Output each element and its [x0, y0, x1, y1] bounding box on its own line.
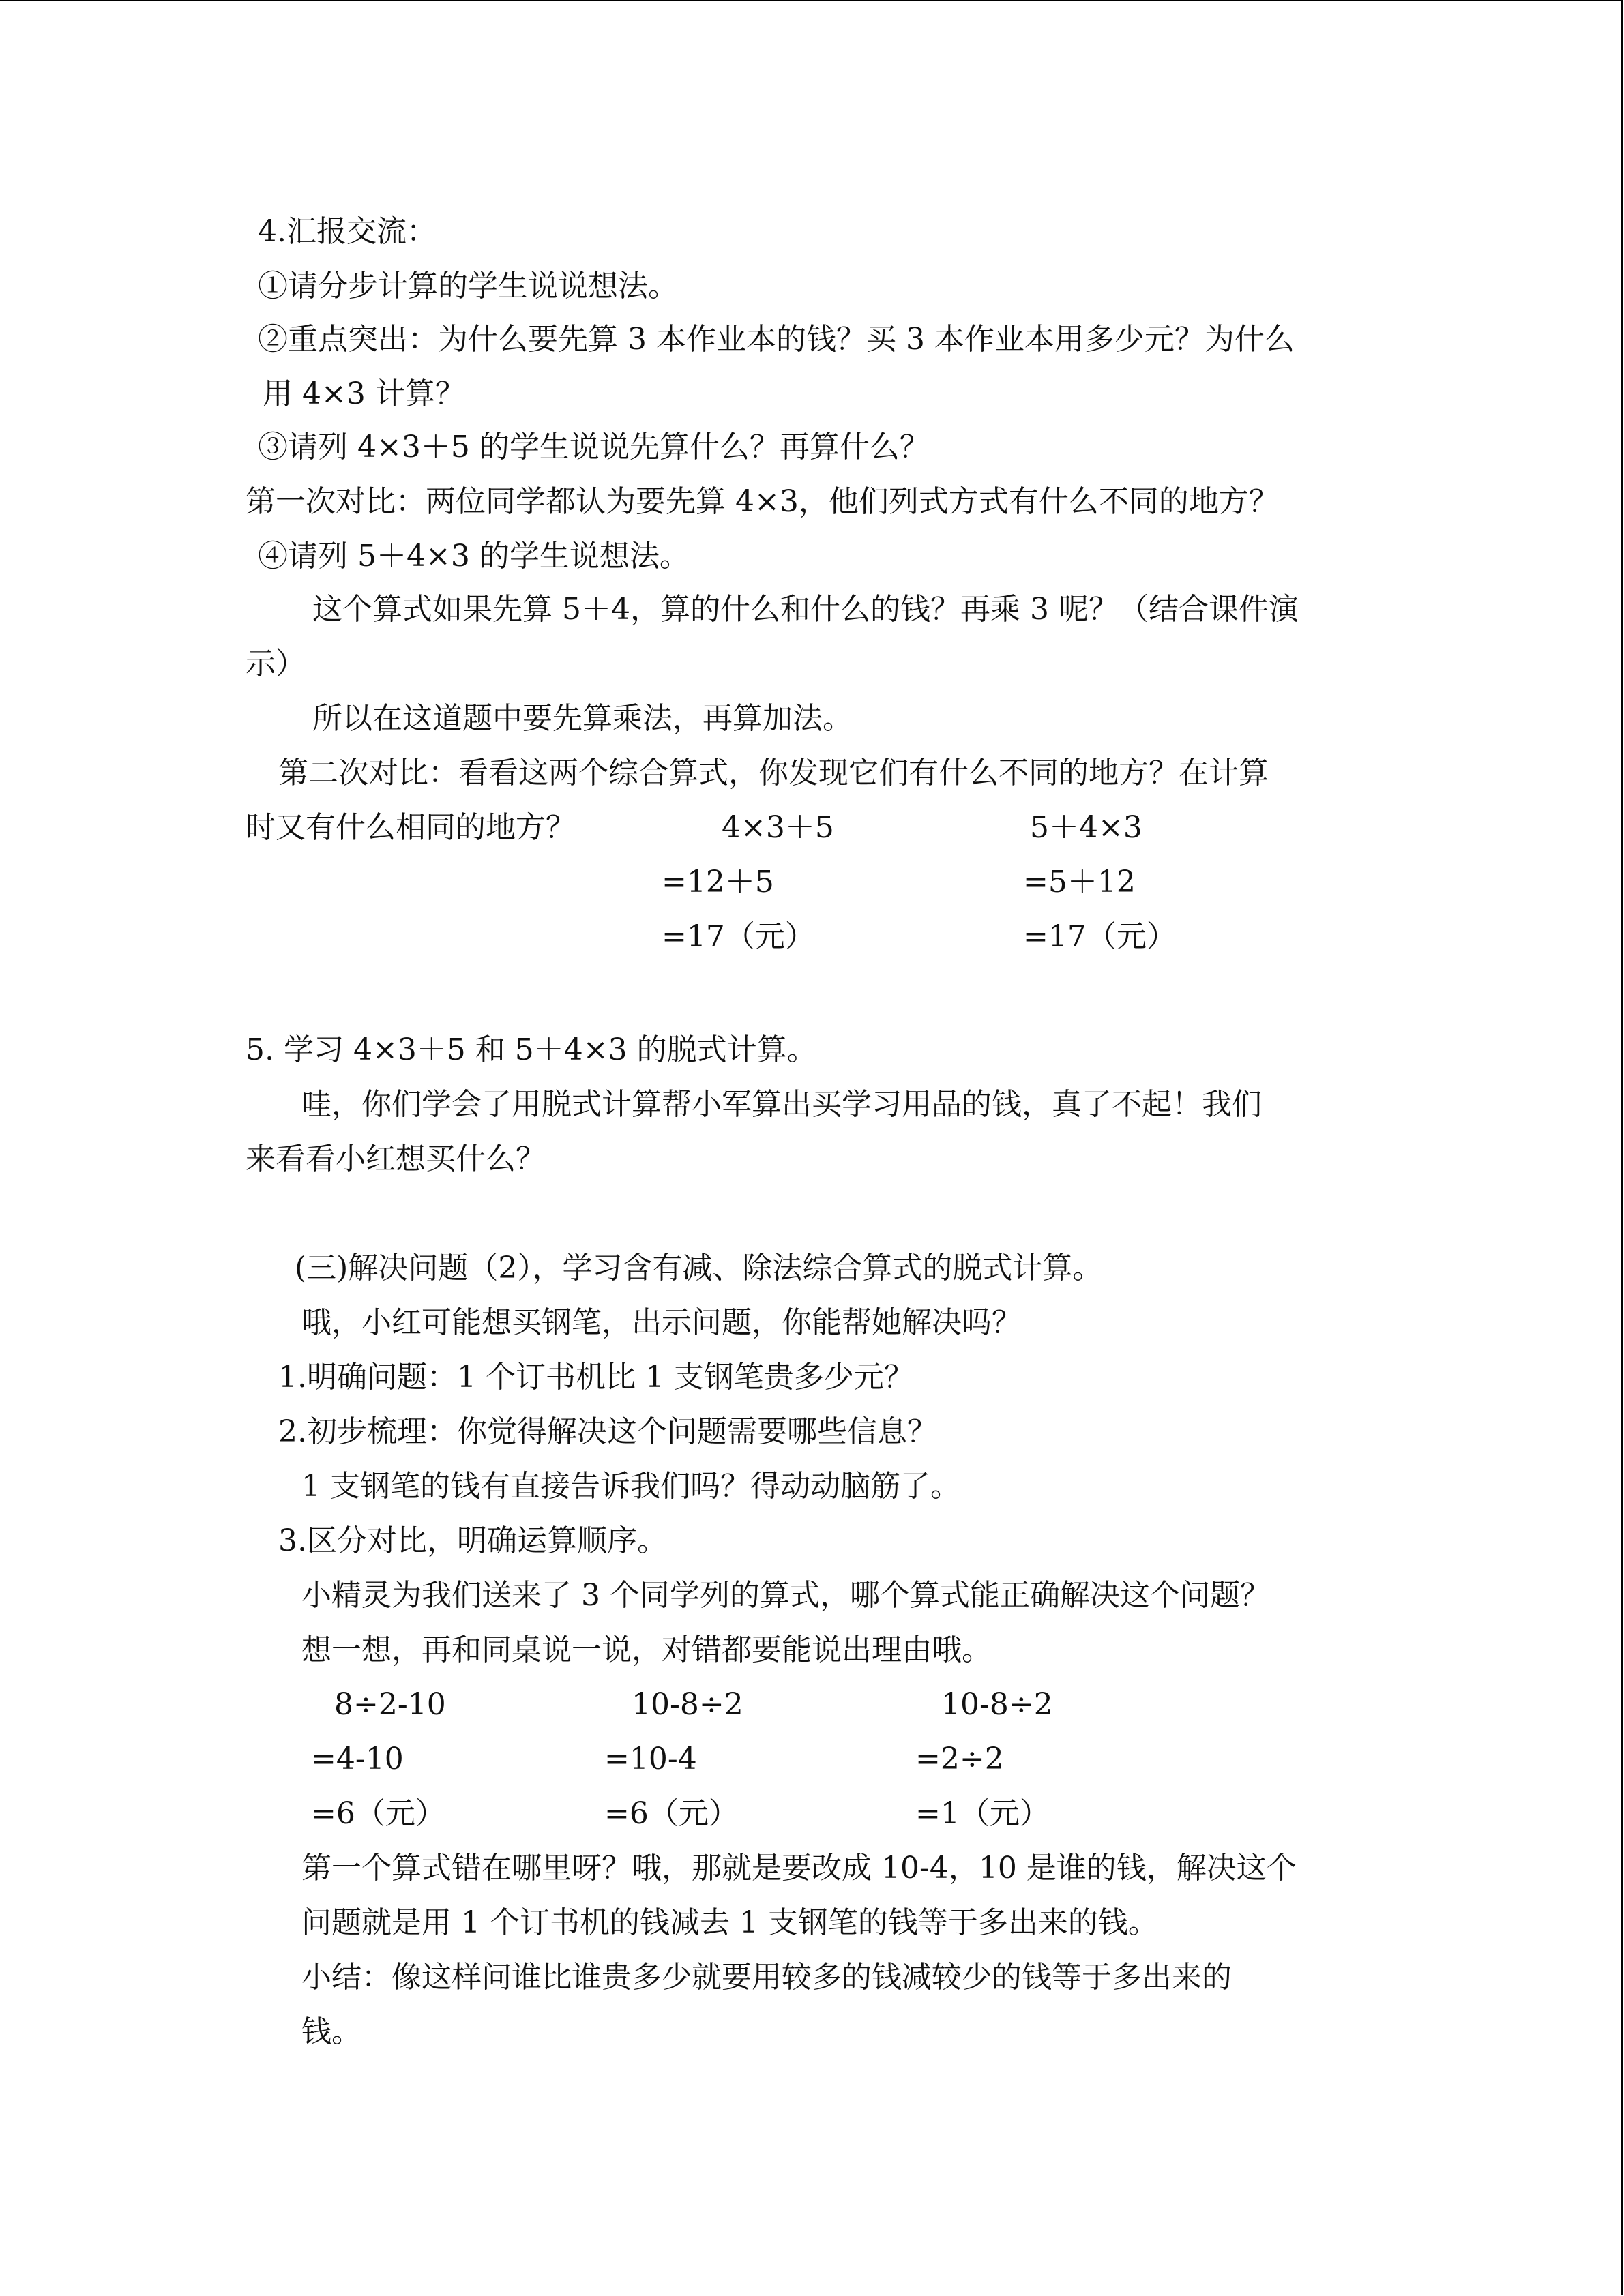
text-line: 第一个算式错在哪里呀？哦，那就是要改成 10-4，10 是谁的钱，解决这个	[301, 1851, 1297, 1885]
equation-result: =1（元）	[915, 1796, 1050, 1831]
equation: 4×3＋5	[722, 810, 834, 845]
section-heading: (三)解决问题（2），学习含有减、除法综合算式的脱式计算。	[295, 1251, 1103, 1285]
text-line: 来看看小红想买什么？	[246, 1142, 546, 1176]
equation: 10-8÷2	[632, 1687, 743, 1722]
equation: 10-8÷2	[941, 1687, 1053, 1722]
text-line: 问题就是用 1 个订书机的钱减去 1 支钢笔的钱等于多出来的钱。	[301, 1905, 1158, 1940]
text-line: 3.区分对比，明确运算顺序。	[278, 1523, 667, 1558]
text-line: 用 4×3 计算？	[263, 376, 465, 411]
text-line: 小精灵为我们送来了 3 个同学列的算式，哪个算式能正确解决这个问题？	[301, 1578, 1270, 1613]
equation-result: =6（元）	[311, 1796, 445, 1831]
text-line: 2.初步梳理：你觉得解决这个问题需要哪些信息？	[278, 1414, 937, 1449]
text-line: ①请分步计算的学生说说想法。	[258, 269, 678, 303]
text-line: 4.汇报交流：	[258, 214, 437, 249]
text-line: ④请列 5＋4×3 的学生说想法。	[258, 539, 690, 573]
equation-result: =6（元）	[604, 1796, 739, 1831]
text-line: 小结：像这样问谁比谁贵多少就要用较多的钱减较少的钱等于多出来的	[301, 1960, 1232, 1995]
equation-step: =10-4	[604, 1742, 697, 1776]
equation-step: =12＋5	[662, 865, 774, 899]
text-line: 1.明确问题：1 个订书机比 1 支钢笔贵多少元？	[278, 1360, 914, 1395]
text-line: 这个算式如果先算 5＋4，算的什么和什么的钱？再乘 3 呢？（结合课件演	[312, 592, 1299, 627]
text-line: 第二次对比：看看这两个综合算式，你发现它们有什么不同的地方？在计算	[278, 756, 1269, 790]
text-line: 第一次对比：两位同学都认为要先算 4×3，他们列式方式有什么不同的地方？	[246, 484, 1279, 519]
equation: 8÷2-10	[334, 1687, 446, 1722]
equation-result: =17（元）	[662, 919, 815, 954]
equation-result: =17（元）	[1023, 919, 1177, 954]
text-line: 时又有什么相同的地方？	[246, 810, 576, 845]
text-line: 示）	[246, 646, 306, 681]
text-line: 1 支钢笔的钱有直接告诉我们吗？得动动脑筋了。	[301, 1469, 960, 1504]
equation-step: =4-10	[311, 1742, 404, 1776]
equation: 5＋4×3	[1030, 810, 1142, 845]
text-line: 钱。	[301, 2014, 361, 2049]
text-line: ③请列 4×3＋5 的学生说说先算什么？再算什么？	[258, 430, 930, 464]
equation-step: =5＋12	[1023, 865, 1136, 899]
text-line: ②重点突出：为什么要先算 3 本作业本的钱？买 3 本作业本用多少元？为什么	[258, 322, 1295, 357]
text-line: 想一想，再和同桌说一说，对错都要能说出理由哦。	[301, 1632, 992, 1667]
text-line: 所以在这道题中要先算乘法，再算加法。	[312, 701, 853, 736]
text-line: 5. 学习 4×3＋5 和 5＋4×3 的脱式计算。	[246, 1032, 817, 1067]
equation-step: =2÷2	[915, 1742, 1004, 1776]
text-line: 哦，小红可能想买钢笔，出示问题，你能帮她解决吗？	[301, 1305, 1022, 1340]
text-line: 哇，你们学会了用脱式计算帮小军算出买学习用品的钱，真了不起！我们	[301, 1087, 1262, 1122]
